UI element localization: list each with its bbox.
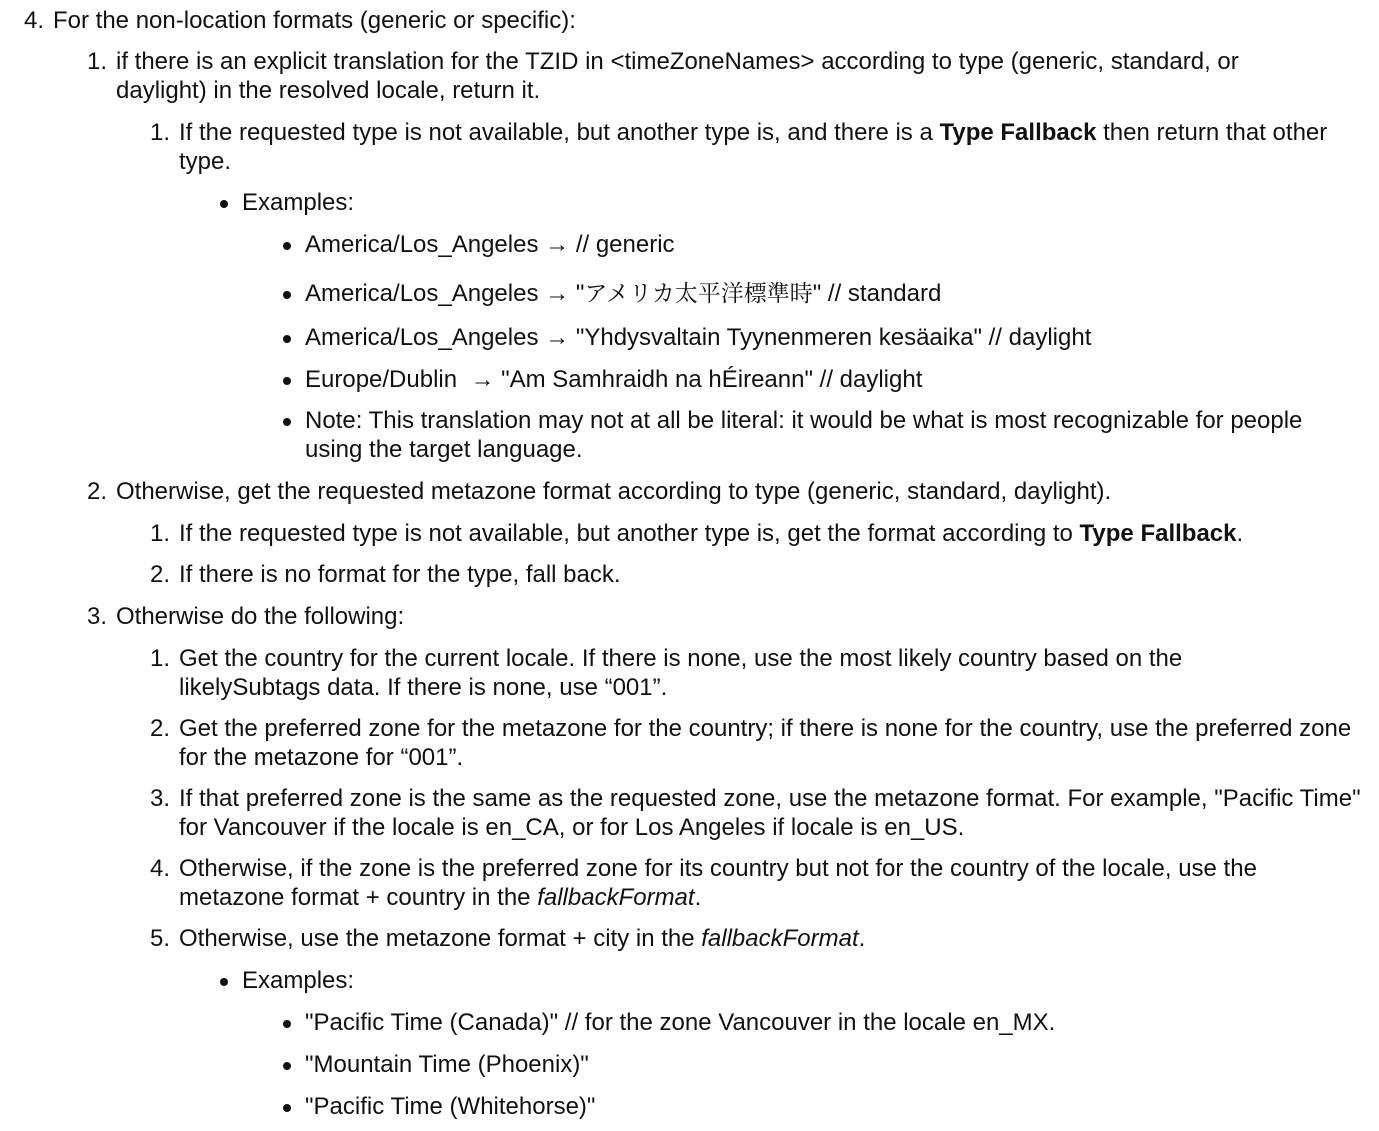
list-item-nested bbox=[53, 47, 1379, 1121]
bullet-list-level-4 bbox=[179, 966, 1379, 1121]
list-marker: 4. bbox=[150, 855, 171, 882]
example-item bbox=[305, 279, 1379, 309]
list-marker: 2. bbox=[150, 561, 171, 588]
list-item-nested bbox=[116, 118, 1379, 464]
item-text: Otherwise, get the requested metazone format according to type (generic, standard, daylight). bbox=[116, 478, 1112, 505]
example-text: "Mountain Time (Phoenix)" bbox=[305, 1051, 589, 1078]
example-value: " bbox=[575, 280, 585, 307]
zone-id: America/Los_Angeles bbox=[305, 231, 539, 258]
arrow-icon: → bbox=[545, 280, 570, 307]
bold-term: Type Fallback bbox=[1079, 520, 1237, 547]
list-item-nested bbox=[242, 230, 1379, 464]
examples-label: Examples: bbox=[242, 967, 355, 994]
bullet-list-level-5 bbox=[242, 230, 1379, 464]
zone-id: America/Los_Angeles bbox=[305, 280, 539, 307]
text-segment: . bbox=[694, 884, 702, 911]
list-item-examples-label bbox=[242, 188, 1379, 217]
list-item-nested bbox=[179, 188, 1379, 464]
arrow-icon: → bbox=[545, 324, 570, 351]
document-body bbox=[0, 6, 1379, 1121]
note-text: Note: This translation may not at all be literal: it would be what is most recognizable for people using the target language. bbox=[305, 407, 1303, 463]
item-text bbox=[179, 519, 1379, 548]
item-text bbox=[179, 854, 1339, 912]
text-segment: Otherwise, use the metazone format + city in the bbox=[179, 925, 702, 952]
list-item-otherwise bbox=[87, 602, 1379, 631]
example-comment: " // standard bbox=[812, 280, 942, 307]
item-text: if there is an explicit translation for the TZID in <timeZoneNames> according to type (generic, standard, or daylight) in the resolved locale, return it. bbox=[116, 48, 1239, 104]
list-item-get-country bbox=[150, 644, 1379, 702]
example-item bbox=[305, 230, 1379, 259]
arrow-icon: → bbox=[470, 366, 495, 393]
list-item-nested bbox=[242, 1008, 1379, 1121]
example-item bbox=[305, 365, 1379, 394]
list-marker: 3. bbox=[150, 785, 171, 812]
example-item bbox=[305, 1008, 1379, 1037]
example-item bbox=[305, 1092, 1379, 1121]
list-item-country-fallback bbox=[150, 854, 1379, 912]
ordered-list-level-2 bbox=[53, 47, 1379, 1121]
bullet-list-level-5 bbox=[242, 1008, 1379, 1121]
item-text: If that preferred zone is the same as the requested zone, use the metazone format. For example, "Pacific Time" for Vancouver if the locale is en_CA, or for Los Angeles if locale is en_US. bbox=[179, 785, 1361, 841]
bold-term: Type Fallback bbox=[939, 119, 1097, 146]
text-segment: If the requested type is not available, but another type is, and there is a bbox=[179, 119, 940, 146]
zone-id: Europe/Dublin bbox=[305, 366, 464, 393]
example-value: "Am Samhraidh na hÉireann" // daylight bbox=[501, 366, 923, 393]
list-item-city-fallback bbox=[150, 924, 1379, 953]
text-segment: then return that other type. bbox=[179, 119, 1328, 175]
italic-term: fallbackFormat bbox=[537, 884, 695, 911]
list-marker: 1. bbox=[87, 48, 108, 75]
list-item-nested bbox=[179, 966, 1379, 1121]
italic-term: fallbackFormat bbox=[701, 925, 859, 952]
bullet-list-level-4 bbox=[179, 188, 1379, 464]
ordered-list-level-3 bbox=[116, 519, 1379, 589]
example-value: // generic bbox=[575, 231, 675, 258]
text-segment: If the requested type is not available, but another type is, get the format according to bbox=[179, 520, 1080, 547]
list-item-nested bbox=[116, 644, 1379, 1121]
list-item-type-fallback bbox=[150, 118, 1379, 176]
examples-label: Examples: bbox=[242, 189, 355, 216]
list-marker: 4. bbox=[24, 7, 45, 34]
list-marker: 2. bbox=[150, 715, 171, 742]
item-text: Get the country for the current locale. If there is none, use the most likely country based on the likelySubtags data. If there is none, use “001”. bbox=[179, 645, 1183, 701]
list-item-type-fallback-format bbox=[150, 519, 1379, 548]
note-item bbox=[305, 406, 1379, 464]
text-segment: . bbox=[858, 925, 866, 952]
item-text: If there is no format for the type, fall back. bbox=[179, 561, 621, 588]
list-marker: 1. bbox=[150, 645, 171, 672]
item-text bbox=[179, 924, 1379, 953]
list-item-same-zone bbox=[150, 784, 1379, 842]
example-text: "Pacific Time (Canada)" // for the zone Vancouver in the locale en_MX. bbox=[305, 1009, 1056, 1036]
list-marker: 1. bbox=[150, 520, 171, 547]
ordered-list-level-3 bbox=[116, 644, 1379, 1121]
arrow-icon: → bbox=[545, 231, 570, 258]
list-item-explicit-translation bbox=[87, 47, 1379, 105]
list-item-nested bbox=[116, 519, 1379, 589]
list-item-metazone-format bbox=[87, 477, 1379, 506]
list-marker: 1. bbox=[150, 119, 171, 146]
item-text: For the non-location formats (generic or specific): bbox=[53, 7, 576, 34]
list-marker: 2. bbox=[87, 478, 108, 505]
example-value: "Yhdysvaltain Tyynenmeren kesäaika" // daylight bbox=[575, 324, 1092, 351]
example-text: "Pacific Time (Whitehorse)" bbox=[305, 1093, 596, 1120]
item-text: Otherwise do the following: bbox=[116, 603, 405, 630]
ordered-list-level-3 bbox=[116, 118, 1379, 464]
text-segment: Otherwise, if the zone is the preferred zone for its country but not for the country of the locale, use the metazone format + country in the bbox=[179, 855, 1257, 911]
example-item bbox=[305, 323, 1379, 352]
example-cjk-text: アメリカ太平洋標準時 bbox=[584, 281, 813, 307]
item-text bbox=[179, 118, 1339, 176]
text-segment: . bbox=[1236, 520, 1244, 547]
list-item-non-location-formats bbox=[24, 6, 1379, 35]
list-item-examples-label bbox=[242, 966, 1379, 995]
list-marker: 3. bbox=[87, 603, 108, 630]
example-item bbox=[305, 1050, 1379, 1079]
list-item-no-format bbox=[150, 560, 1379, 589]
list-marker: 5. bbox=[150, 925, 171, 952]
list-item-preferred-zone bbox=[150, 714, 1379, 772]
item-text: Get the preferred zone for the metazone for the country; if there is none for the country, use the preferred zone for the metazone for “001”. bbox=[179, 715, 1352, 771]
ordered-list-level-1 bbox=[0, 6, 1379, 1121]
zone-id: America/Los_Angeles bbox=[305, 324, 539, 351]
